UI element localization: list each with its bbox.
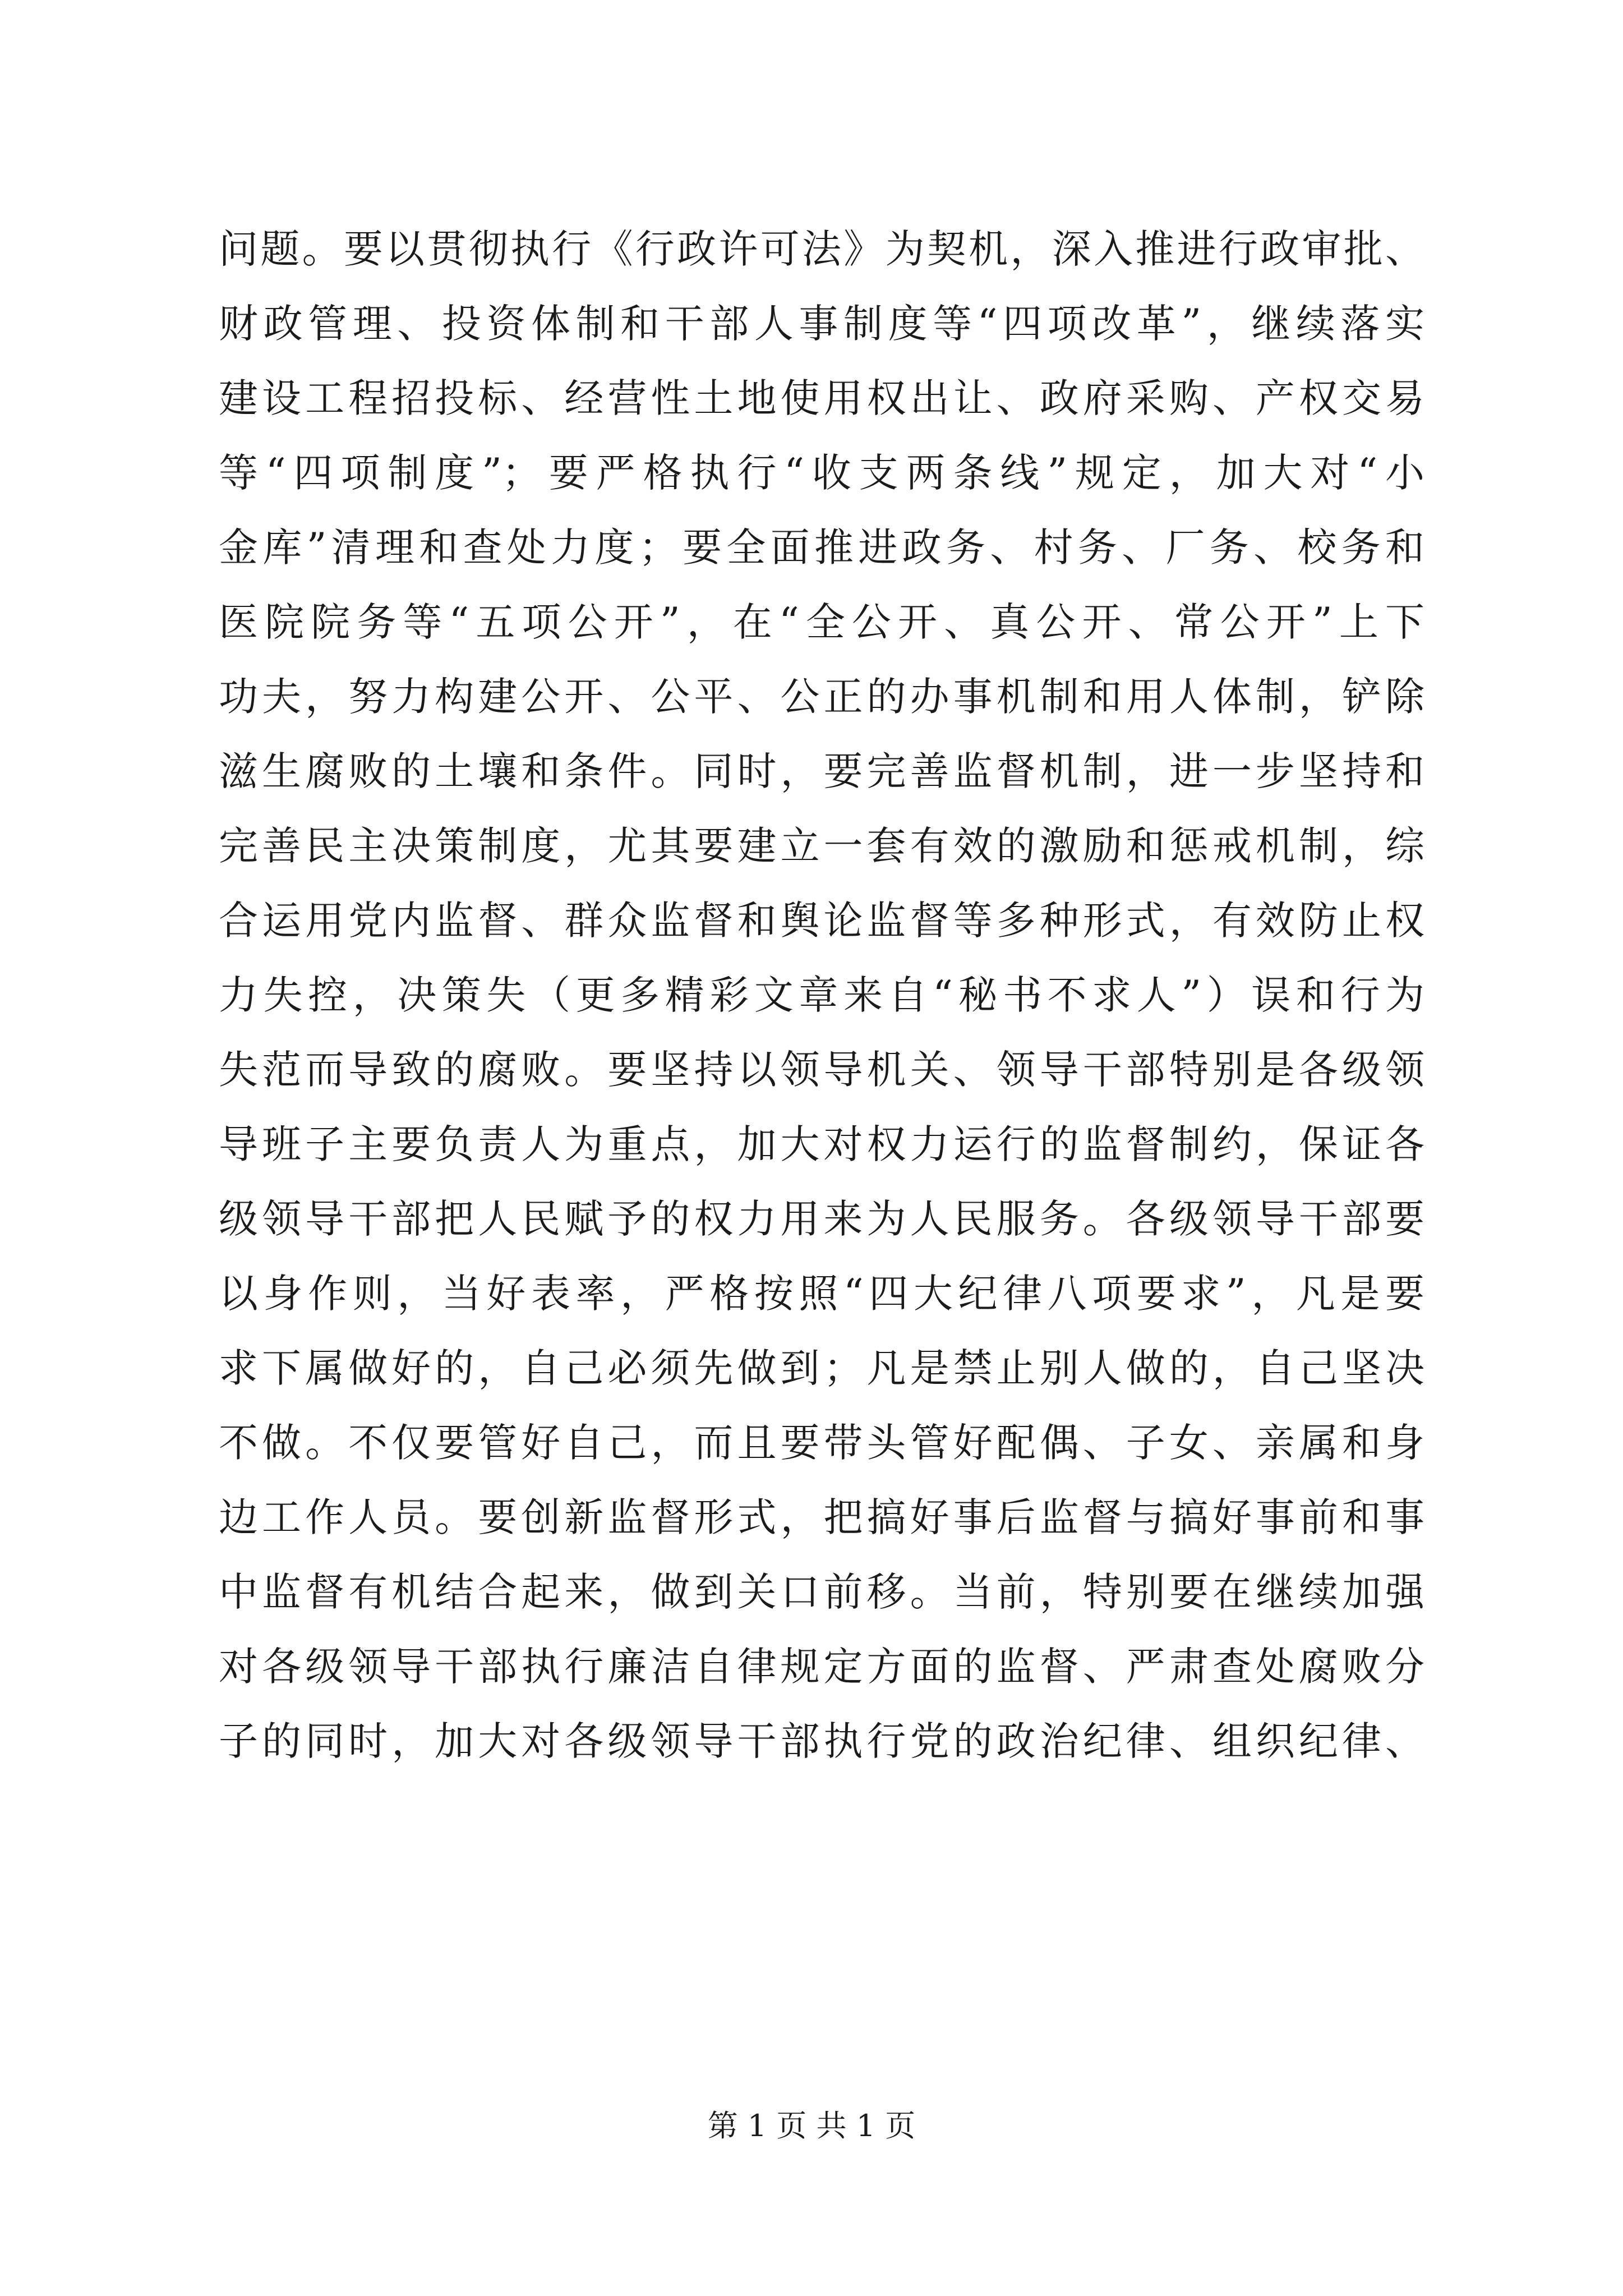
text-line: 滋生腐败的土壤和条件。同时，要完善监督机制，进一步坚持和	[219, 748, 1424, 794]
text-line: 合运用党内监督、群众监督和舆论监督等多种形式，有效防止权	[219, 898, 1424, 944]
text-line: 财政管理、投资体制和干部人事制度等“四项改革”，继续落实	[219, 301, 1424, 347]
text-line: 子的同时，加大对各级领导干部执行党的政治纪律、组织纪律、	[219, 1718, 1424, 1764]
text-line: 金库”清理和查处力度；要全面推进政务、村务、厂务、校务和	[219, 524, 1424, 570]
text-line: 中监督有机结合起来，做到关口前移。当前，特别要在继续加强	[219, 1569, 1424, 1615]
page-number-label: 第 1 页 共 1 页	[707, 2108, 916, 2143]
text-line: 建设工程招投标、经营性土地使用权出让、政府采购、产权交易	[219, 375, 1424, 421]
text-line: 边工作人员。要创新监督形式，把搞好事后监督与搞好事前和事	[219, 1494, 1424, 1540]
text-line: 对各级领导干部执行廉洁自律规定方面的监督、严肃查处腐败分	[219, 1644, 1424, 1690]
text-line: 求下属做好的，自己必须先做到；凡是禁止别人做的，自己坚决	[219, 1345, 1424, 1391]
text-line: 导班子主要负责人为重点，加大对权力运行的监督制约，保证各	[219, 1121, 1424, 1167]
text-line: 失范而导致的腐败。要坚持以领导机关、领导干部特别是各级领	[219, 1047, 1424, 1093]
text-line: 等“四项制度”；要严格执行“收支两条线”规定，加大对“小	[219, 450, 1424, 496]
text-line: 医院院务等“五项公开”，在“全公开、真公开、常公开”上下	[219, 599, 1424, 645]
text-line: 力失控，决策失（更多精彩文章来自“秘书不求人”）误和行为	[219, 972, 1424, 1018]
text-line: 完善民主决策制度，尤其要建立一套有效的激励和惩戒机制，综	[219, 823, 1424, 869]
text-line: 以身作则，当好表率，严格按照“四大纪律八项要求”，凡是要	[219, 1271, 1424, 1317]
text-line: 不做。不仅要管好自己，而且要带头管好配偶、子女、亲属和身	[219, 1420, 1424, 1466]
text-line: 功夫，努力构建公开、公平、公正的办事机制和用人体制，铲除	[219, 674, 1424, 720]
body-text	[219, 212, 1424, 1779]
page-footer	[0, 2106, 1623, 2146]
text-line: 问题。要以贯彻执行《行政许可法》为契机，深入推进行政审批、	[219, 226, 1424, 272]
text-line: 级领导干部把人民赋予的权力用来为人民服务。各级领导干部要	[219, 1196, 1424, 1242]
